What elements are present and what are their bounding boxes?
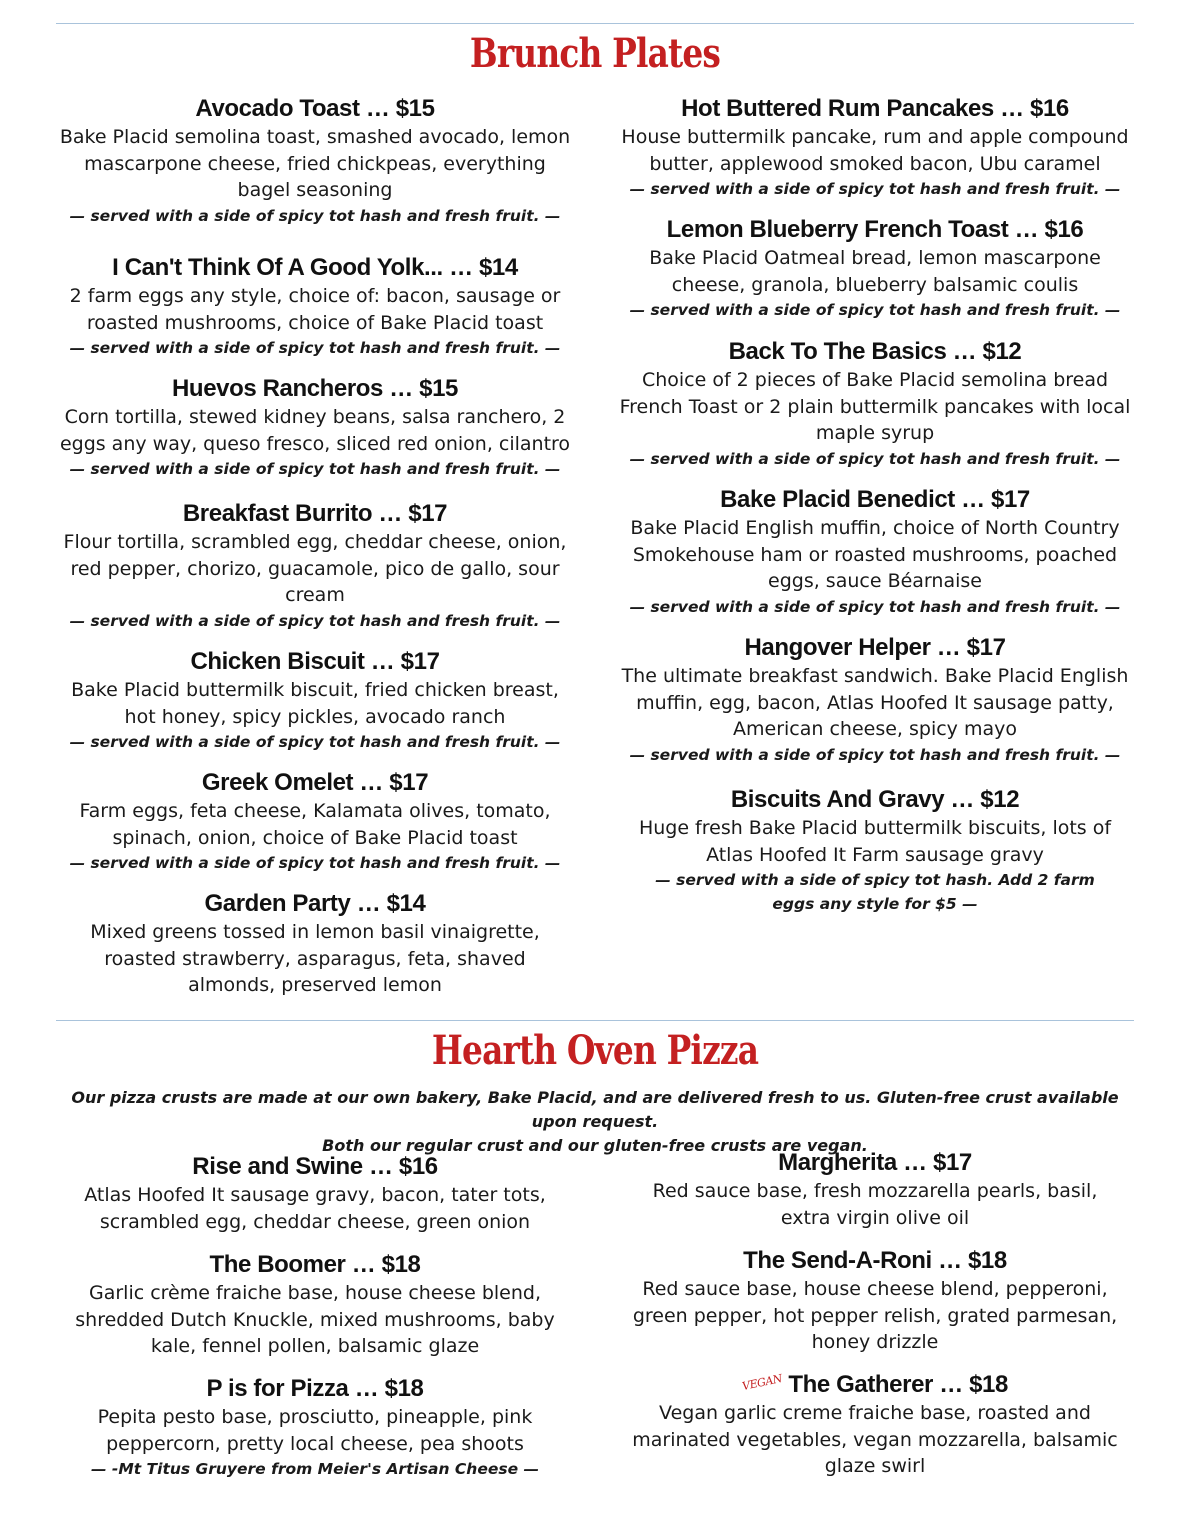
item-note: — served with a side of spicy tot hash and fresh fruit. — [69, 611, 561, 630]
pizza-intro-line-1: Our pizza crusts are made at our own bakery, Bake Placid, and are delivered fresh to us. Gluten-free crust available upon request. [71, 1088, 1119, 1131]
item-name: Avocado Toast [195, 95, 360, 122]
item-description: Bake Placid English muffin, choice of North Country Smokehouse ham or roasted mushrooms, poached eggs, sauce Béarnaise [630, 517, 1120, 592]
item-description: Farm eggs, feta cheese, Kalamata olives, tomato, spinach, onion, choice of Bake Placid toast [79, 800, 551, 849]
price-separator: … [946, 338, 983, 365]
item-description: Pepita pesto base, prosciutto, pineapple, pink peppercorn, pretty local cheese, pea shoots [97, 1406, 533, 1455]
item-name: Margherita [778, 1149, 897, 1176]
item-name: The Send-A-Roni [743, 1247, 932, 1274]
price-separator: … [348, 1375, 385, 1402]
price-separator: … [442, 254, 479, 281]
pizza-left-column [58, 0, 572, 1540]
item-price: $17 [408, 500, 448, 527]
item-price: $16 [1044, 216, 1084, 243]
price-separator: … [993, 95, 1031, 122]
price-separator: … [345, 1251, 382, 1278]
item-price: $14 [478, 254, 518, 281]
price-separator: … [383, 375, 420, 402]
item-note: — served with a side of spicy tot hash and fresh fruit. — [629, 597, 1121, 616]
item-description: Bake Placid semolina toast, smashed avocado, lemon mascarpone cheese, fried chickpeas, everything bagel seasoning [59, 126, 571, 201]
item-description: Bake Placid Oatmeal bread, lemon mascarpone cheese, granola, blueberry balsamic coulis [649, 247, 1101, 296]
item-price: $17 [933, 1149, 972, 1176]
item-name: Biscuits And Gravy [730, 786, 945, 813]
item-price: $18 [381, 1251, 421, 1278]
item-price: $12 [980, 786, 1020, 813]
item-note: — -Mt Titus Gruyere from Meier's Artisan Cheese — [91, 1460, 539, 1478]
item-price: $18 [384, 1375, 424, 1402]
item-name: Breakfast Burrito [182, 500, 373, 527]
menu-item [617, 1149, 1133, 1231]
item-description: Red sauce base, fresh mozzarella pearls, basil, extra virgin olive oil [652, 1180, 1098, 1229]
item-description: Vegan garlic creme fraiche base, roasted and marinated vegetables, vegan mozzarella, balsamic glaze swirl [632, 1402, 1118, 1477]
item-name: I Can't Think Of A Good Yolk... [112, 254, 443, 281]
item-name: The Boomer [209, 1251, 346, 1278]
item-price: $17 [389, 769, 429, 796]
item-description: Choice of 2 pieces of Bake Placid semolina bread French Toast or 2 plain buttermilk pancakes with local maple syrup [619, 369, 1131, 444]
item-price: $12 [982, 338, 1022, 365]
item-description: Huge fresh Bake Placid buttermilk biscuits, lots of Atlas Hoofed It Farm sausage gravy [638, 817, 1112, 866]
price-separator: … [931, 1247, 968, 1274]
price-separator: … [944, 786, 981, 813]
price-separator: … [372, 500, 409, 527]
item-description: Atlas Hoofed It sausage gravy, bacon, tater tots, scrambled egg, cheddar cheese, green onion [84, 1184, 546, 1233]
item-price: $14 [386, 890, 426, 917]
menu-item [58, 1153, 572, 1235]
item-note: — served with a side of spicy tot hash. Add 2 farm eggs any style for $5 — [655, 871, 1095, 913]
item-name: Greek Omelet [201, 769, 354, 796]
item-price: $18 [969, 1371, 1008, 1398]
item-name: Hot Buttered Rum Pancakes [681, 95, 994, 122]
pizza-section-title: Hearth Oven Pizza [431, 1027, 759, 1074]
item-name: Chicken Biscuit [190, 648, 365, 675]
item-price: $15 [395, 95, 435, 122]
pizza-intro-line-2: Both our regular crust and our gluten-free crusts are vegan. [322, 1136, 868, 1155]
price-separator: … [364, 648, 401, 675]
item-price: $17 [991, 486, 1030, 513]
menu-item [617, 1371, 1133, 1480]
item-note: — served with a side of spicy tot hash and fresh fruit. — [69, 339, 561, 357]
vegan-tag: VEGAN [741, 1371, 784, 1394]
item-description: The ultimate breakfast sandwich. Bake Placid English muffin, egg, bacon, Atlas Hoofed It sausage patty, American cheese, spicy mayo [621, 665, 1129, 740]
item-note: — served with a side of spicy tot hash and fresh fruit. — [629, 745, 1121, 764]
item-price: $15 [419, 375, 458, 402]
price-separator: … [954, 486, 992, 513]
menu-item [58, 1251, 572, 1360]
price-separator: … [359, 95, 396, 122]
price-separator: … [932, 1371, 970, 1398]
item-name: Rise and Swine [192, 1153, 363, 1180]
item-note: — served with a side of spicy tot hash and fresh fruit. — [629, 301, 1121, 319]
price-separator: … [896, 1149, 933, 1176]
price-separator: … [1008, 216, 1045, 243]
item-description: House buttermilk pancake, rum and apple compound butter, applewood smoked bacon, Ubu caramel [621, 126, 1129, 175]
item-description: Flour tortilla, scrambled egg, cheddar cheese, onion, red pepper, chorizo, guacamole, pico de gallo, sour cream [63, 531, 567, 606]
item-note: — served with a side of spicy tot hash and fresh fruit. — [69, 854, 561, 872]
item-name: P is for Pizza [206, 1375, 349, 1402]
item-name: Bake Placid Benedict [720, 486, 955, 513]
item-note: — served with a side of spicy tot hash and fresh fruit. — [629, 449, 1121, 468]
item-price: $17 [966, 634, 1006, 661]
item-note: — served with a side of spicy tot hash and fresh fruit. — [69, 460, 561, 478]
menu-item [58, 1375, 572, 1481]
price-separator: … [350, 890, 387, 917]
item-description: 2 farm eggs any style, choice of: bacon, sausage or roasted mushrooms, choice of Bake Placid toast [69, 285, 561, 334]
item-name: Garden Party [204, 890, 351, 917]
item-description: Corn tortilla, stewed kidney beans, salsa ranchero, 2 eggs any way, queso fresco, sliced red onion, cilantro [59, 406, 571, 455]
item-description: Mixed greens tossed in lemon basil vinaigrette, roasted strawberry, asparagus, feta, shaved almonds, preserved lemon [90, 921, 540, 996]
price-separator: … [362, 1153, 399, 1180]
menu-item [617, 1247, 1133, 1356]
item-name: Lemon Blueberry French Toast [666, 216, 1009, 243]
item-price: $16 [1030, 95, 1069, 122]
item-name: Hangover Helper [744, 634, 931, 661]
item-note: — served with a side of spicy tot hash and fresh fruit. — [629, 180, 1121, 198]
item-name: The Gatherer [788, 1371, 933, 1398]
pizza-right-column [617, 0, 1133, 1540]
item-note: — served with a side of spicy tot hash and fresh fruit. — [69, 733, 561, 751]
brunch-section-title: Brunch Plates [469, 30, 721, 77]
item-name: Huevos Rancheros [172, 375, 384, 402]
item-description: Garlic crème fraiche base, house cheese blend, shredded Dutch Knuckle, mixed mushrooms, baby kale, fennel pollen, balsamic glaze [75, 1282, 555, 1357]
item-description: Bake Placid buttermilk biscuit, fried chicken breast, hot honey, spicy pickles, avocado ranch [71, 679, 559, 728]
item-note: — served with a side of spicy tot hash and fresh fruit. — [69, 206, 561, 225]
price-separator: … [353, 769, 390, 796]
item-price: $16 [398, 1153, 438, 1180]
item-name: Back To The Basics [728, 338, 947, 365]
item-price: $18 [967, 1247, 1007, 1274]
item-description: Red sauce base, house cheese blend, pepperoni, green pepper, hot pepper relish, grated parmesan, honey drizzle [632, 1278, 1118, 1353]
price-separator: … [930, 634, 967, 661]
item-price: $17 [400, 648, 440, 675]
